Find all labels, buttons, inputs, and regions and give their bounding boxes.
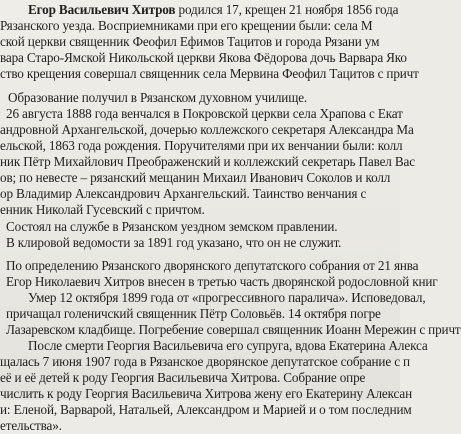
text-line: причащал голеничский священник Пётр Соловьёв. 14 октября погре (6, 306, 381, 321)
text-line: Образование получил в Рязанском духовном училище. (8, 90, 308, 105)
text-line: её и её детей к роду Георгия Васильевича Хитрова. Собрание опре (0, 370, 366, 385)
text-line: ельской, 1863 года рождения. Поручителями при их венчании были: колл (0, 138, 403, 153)
text-line: По определению Рязанского дворянского депутатского собрания от 21 янва (6, 258, 419, 273)
text-line: ской церкви священник Феофил Ефимов Тацитов и города Рязани ум (0, 34, 380, 49)
text-line: Состоял на службе в Рязанском уездном земском правлении. (6, 219, 338, 234)
text-line: енник Николай Гусевский с причтом. (0, 202, 205, 217)
person-name: Егор Васильевич Хитров (28, 2, 176, 17)
text-line: андровной Архангельской, дочерью коллежского секретаря Александра Ма (0, 122, 414, 137)
text-line: щалась 7 июня 1907 года в Рязанское дворянское депутатское собрание с п (0, 354, 410, 369)
text-line: После смерти Георгия Васильевича его супруга, вдова Екатерина Алекса (28, 338, 428, 353)
text-line-rest: родился 17, крещен 21 ноября 1856 года (175, 2, 399, 17)
text-line: Егор Николаевич Хитров внесен в третью часть дворянской родословной книг (6, 274, 438, 289)
text-line: етельства». (0, 418, 62, 433)
text-line (28, 2, 398, 18)
text-line: Умер 12 октября 1899 года от «прогрессивного паралича». Исповедовал, (28, 290, 426, 305)
text-line: числить к роду Георгия Васильевича Хитрова жену его Екатерину Алексан (0, 386, 412, 401)
text-line: 26 августа 1888 года венчался в Покровской церкви села Храпова с Екат (6, 106, 403, 121)
text-line: В клировой ведомости за 1891 год указано, что он не служит. (6, 235, 342, 250)
text-line: ор Владимир Александрович Архангельский. Таинство венчания с (0, 186, 367, 201)
text-line: ство крещения совершал священник села Мервина Феофил Тацитов с причт (0, 66, 419, 81)
text-line: Лазаревском кладбище. Погребение совершал священник Иоанн Мережин с причт (6, 322, 461, 337)
text-line: ник Пётр Михайлович Преображенский и коллежский секретарь Павел Вас (0, 154, 415, 169)
text-line: вара Старо-Ямской Никольской церкви Якова Фёдорова дочь Варвара Яко (0, 50, 407, 65)
text-line: ов; по невесте – рязанский мещанин Михаил Иванович Соколов и колл (0, 170, 391, 185)
text-line: и: Еленой, Варварой, Натальей, Александром и Марией и о том последним (0, 402, 412, 417)
text-line: Рязанского уезда. Восприемниками при его крещении были: села М (0, 18, 373, 33)
